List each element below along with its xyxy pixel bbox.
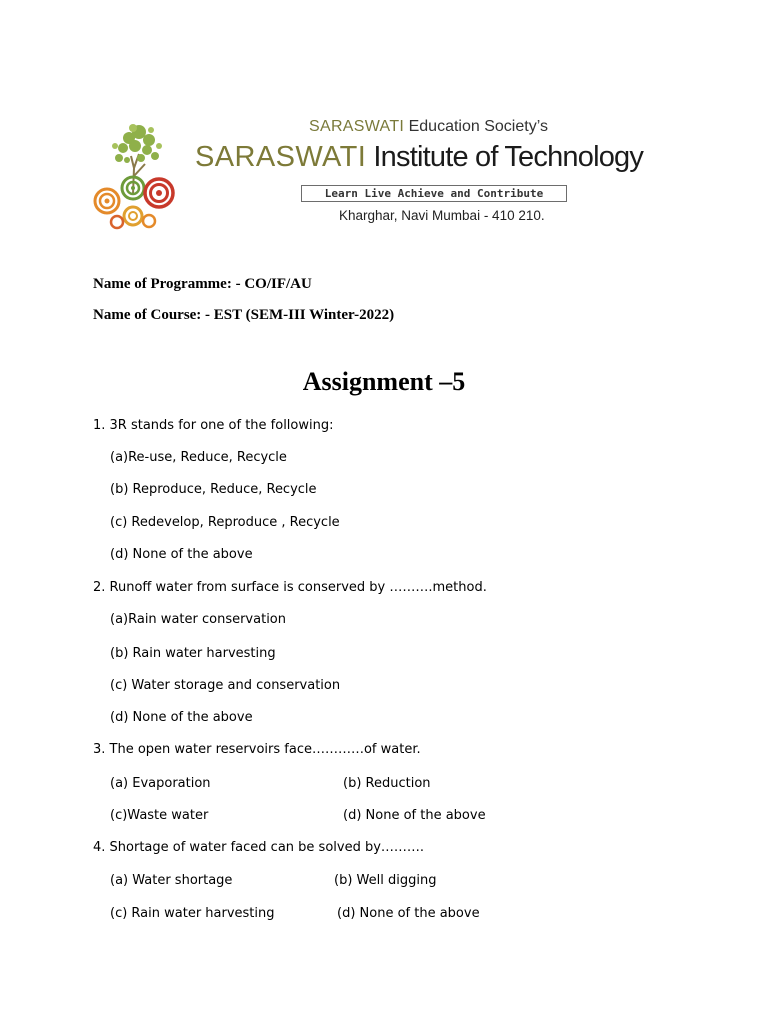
question-4-option-a: (a) Water shortage — [110, 873, 233, 888]
institute-name: SARASWATI Institute of Technology — [195, 141, 644, 173]
institute-logo-icon — [93, 116, 183, 234]
question-3-option-b: (b) Reduction — [343, 776, 431, 791]
institute-tagline: Learn Live Achieve and Contribute — [301, 185, 567, 202]
question-2-option-b: (b) Rain water harvesting — [110, 646, 276, 661]
question-1-option-d: (d) None of the above — [110, 547, 253, 562]
question-4-option-d: (d) None of the above — [337, 906, 480, 921]
question-1-option-c: (c) Redevelop, Reproduce , Recycle — [110, 515, 340, 530]
question-3-option-d: (d) None of the above — [343, 808, 486, 823]
question-3-option-c: (c)Waste water — [110, 808, 209, 823]
question-3: 3. The open water reservoirs face…………of water. — [93, 742, 421, 757]
programme-name: Name of Programme: - CO/IF/AU — [93, 276, 312, 292]
course-name: Name of Course: - EST (SEM-III Winter-2022) — [93, 307, 395, 323]
question-2: 2. Runoff water from surface is conserved by ……….method. — [93, 580, 487, 595]
question-2-option-c: (c) Water storage and conservation — [110, 678, 341, 693]
question-1-option-a: (a)Re-use, Reduce, Recycle — [110, 450, 287, 465]
society-name: SARASWATI Education Society’s — [309, 118, 548, 135]
assignment-title: Assignment –5 — [302, 367, 466, 396]
question-4-option-c: (c) Rain water harvesting — [110, 906, 275, 921]
question-2-option-a: (a)Rain water conservation — [110, 612, 286, 627]
institute-address: Kharghar, Navi Mumbai - 410 210. — [339, 208, 545, 223]
question-4-option-b: (b) Well digging — [334, 873, 437, 888]
question-2-option-d: (d) None of the above — [110, 710, 253, 725]
question-3-option-a: (a) Evaporation — [110, 776, 211, 791]
question-1: 1. 3R stands for one of the following: — [93, 418, 334, 433]
question-1-option-b: (b) Reproduce, Reduce, Recycle — [110, 482, 317, 497]
question-4: 4. Shortage of water faced can be solved by………. — [93, 840, 425, 855]
